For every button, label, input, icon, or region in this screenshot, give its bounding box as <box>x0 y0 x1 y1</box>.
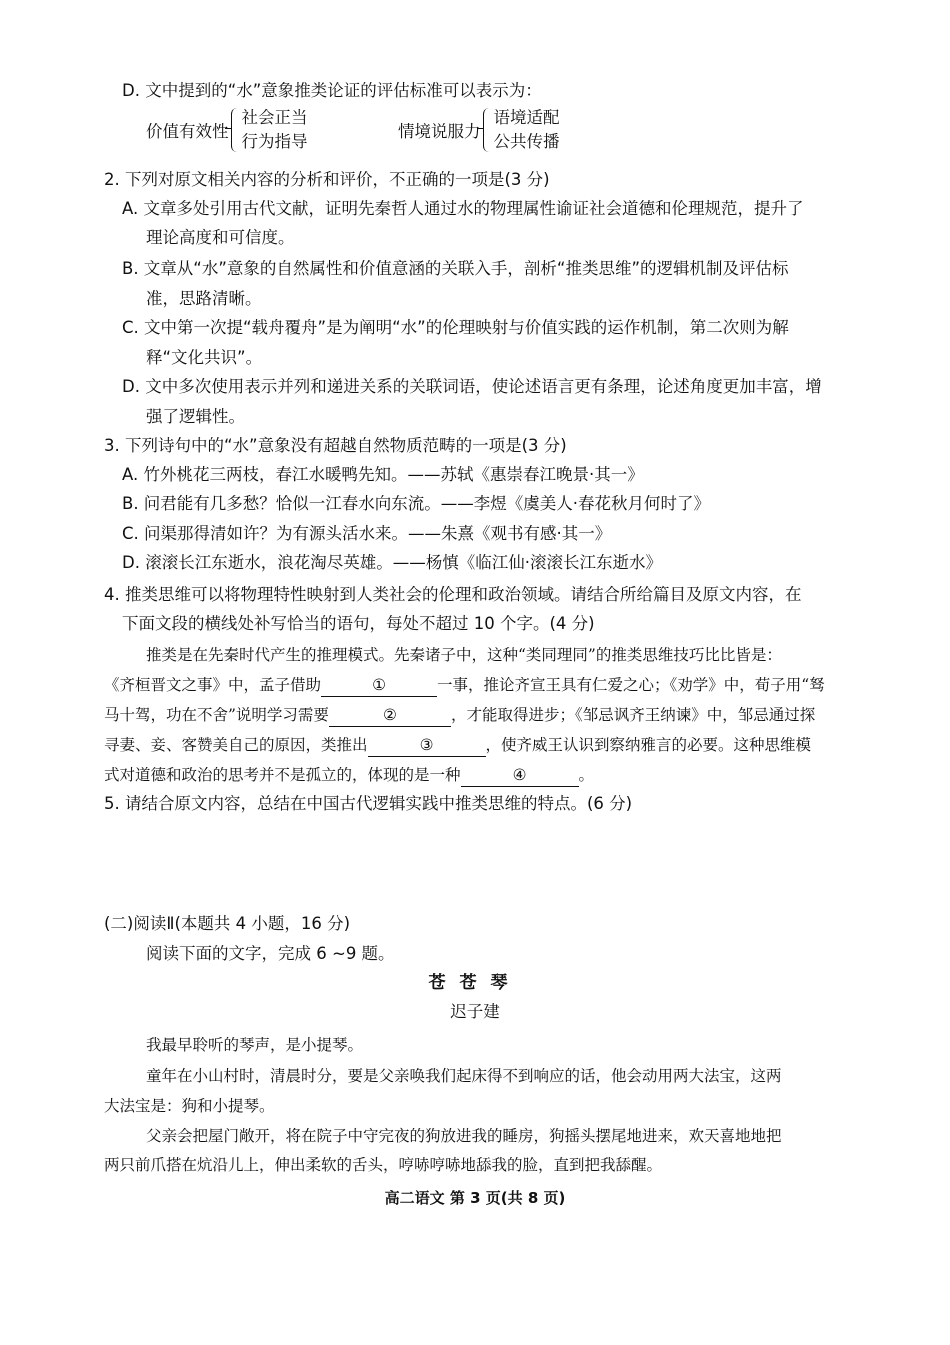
value-validity-brace <box>146 106 308 154</box>
article-paragraph-cont: 大法宝是：狗和小提琴。 <box>104 1097 275 1115</box>
question-5-stem: 5. 请结合原文内容，总结在中国古代逻辑实践中推类思维的特点。(6 分) <box>104 794 633 813</box>
brace-item: 公共传播 <box>493 132 560 151</box>
situational-persuasion-label: 情境说服力 <box>398 122 481 141</box>
brace-icon <box>483 108 492 152</box>
article-paragraph: 父亲会把屋门敞开，将在院子中守完夜的狗放进我的睡房，狗摇头摆尾地进来，欢天喜地地把 <box>146 1127 782 1145</box>
question-4-stem-cont: 下面文段的横线处补写恰当的语句，每处不超过 10 个字。(4 分) <box>122 614 595 633</box>
question-4-passage-line <box>104 673 825 697</box>
article-author: 迟子建 <box>450 1002 500 1021</box>
section-2-instruction: 阅读下面的文字，完成 6 ~9 题。 <box>146 944 395 963</box>
brace-item: 社会正当 <box>241 108 308 127</box>
passage-text: 《齐桓晋文之事》中，孟子借助 <box>104 676 322 694</box>
article-paragraph: 童年在小山村时，清晨时分，要是父亲唤我们起床得不到响应的话，他会动用两大法宝，这两 <box>146 1067 782 1085</box>
brace-item: 语境适配 <box>493 108 560 127</box>
question-2-stem: 2. 下列对原文相关内容的分析和评价，不正确的一项是(3 分) <box>104 170 550 189</box>
question-4-stem: 4. 推类思维可以将物理特性映射到人类社会的伦理和政治领域。请结合所给篇目及原文内容，在 <box>104 585 802 604</box>
value-validity-label: 价值有效性 <box>146 122 229 141</box>
question-2-option-b-cont: 准，思路清晰。 <box>146 289 262 308</box>
question-3-option-a: A. 竹外桃花三两枝，春江水暖鸭先知。——苏轼《惠崇春江晚景·其一》 <box>122 465 644 484</box>
answer-blank-4[interactable]: ④ <box>461 764 579 787</box>
question-3-stem: 3. 下列诗句中的“水”意象没有超越自然物质范畴的一项是(3 分) <box>104 436 567 455</box>
article-title: 苍苍琴 <box>428 973 522 993</box>
brace-item: 行为指导 <box>241 132 308 151</box>
passage-text: 寻妻、妾、客赞美自己的原因，类推出 <box>104 736 368 754</box>
passage-text: 式对道德和政治的思考并不是孤立的，体现的是一种 <box>104 766 461 784</box>
question-4-passage-line: 推类是在先秦时代产生的推理模式。先秦诸子中，这种“类同理同”的推类思维技巧比比皆是： <box>146 646 782 664</box>
question-3-option-d: D. 滚滚长江东逝水，浪花淘尽英雄。——杨慎《临江仙·滚滚长江东逝水》 <box>122 553 662 572</box>
question-2-option-d: D. 文中多次使用表示并列和递进关系的关联词语，使论述语言更有条理，论述角度更加丰富，增 <box>122 377 822 396</box>
question-2-option-a-cont: 理论高度和可信度。 <box>146 228 295 247</box>
section-2-heading: (二)阅读Ⅱ(本题共 4 小题，16 分) <box>104 914 351 933</box>
answer-blank-1[interactable]: ① <box>321 674 437 697</box>
question-2-option-a: A. 文章多处引用古代文献，证明先秦哲人通过水的物理属性谕证社会道德和伦理规范，提升了 <box>122 199 804 218</box>
situational-persuasion-brace <box>398 106 560 154</box>
question-4-passage-line <box>104 733 811 757</box>
passage-text: 。 <box>578 766 595 784</box>
question-3-option-c: C. 问渠那得清如许？为有源头活水来。——朱熹《观书有感·其一》 <box>122 524 612 543</box>
passage-text: 马十驾，功在不舍”说明学习需要 <box>104 706 329 724</box>
answer-blank-2[interactable]: ② <box>329 704 451 727</box>
question-4-passage-line <box>104 703 815 727</box>
question-3-option-b: B. 问君能有几多愁？恰似一江春水向东流。——李煜《虞美人·春花秋月何时了》 <box>122 494 711 513</box>
question-4-passage-line <box>104 763 594 787</box>
passage-text: 一事，推论齐宣王具有仁爱之心；《劝学》中，荀子用“驽 <box>437 676 825 694</box>
article-paragraph-cont: 两只前爪搭在炕沿儿上，伸出柔软的舌头，哼哧哼哧地舔我的脸，直到把我舔醒。 <box>104 1156 663 1174</box>
answer-blank-3[interactable]: ③ <box>368 734 486 757</box>
article-paragraph: 我最早聆听的琴声，是小提琴。 <box>146 1036 364 1054</box>
passage-text: ，使齐威王认识到察纳雅言的必要。这种思维模 <box>485 736 812 754</box>
question-2-option-b: B. 文章从“水”意象的自然属性和价值意涵的关联入手，剖析“推类思维”的逻辑机制及评估标 <box>122 259 789 278</box>
question-2-option-c: C. 文中第一次提“载舟覆舟”是为阐明“水”的伦理映射与价值实践的运作机制，第二次则为解 <box>122 318 789 337</box>
passage-text: ，才能取得进步；《邹忌讽齐王纳谏》中，邹忌通过探 <box>450 706 816 724</box>
question-2-option-d-cont: 强了逻辑性。 <box>146 407 245 426</box>
page-footer: 高二语文 第 3 页(共 8 页) <box>384 1189 566 1207</box>
option-d-intro: D. 文中提到的“水”意象推类论证的评估标准可以表示为： <box>122 81 542 100</box>
brace-icon <box>231 108 240 152</box>
question-2-option-c-cont: 释“文化共识”。 <box>146 348 263 367</box>
